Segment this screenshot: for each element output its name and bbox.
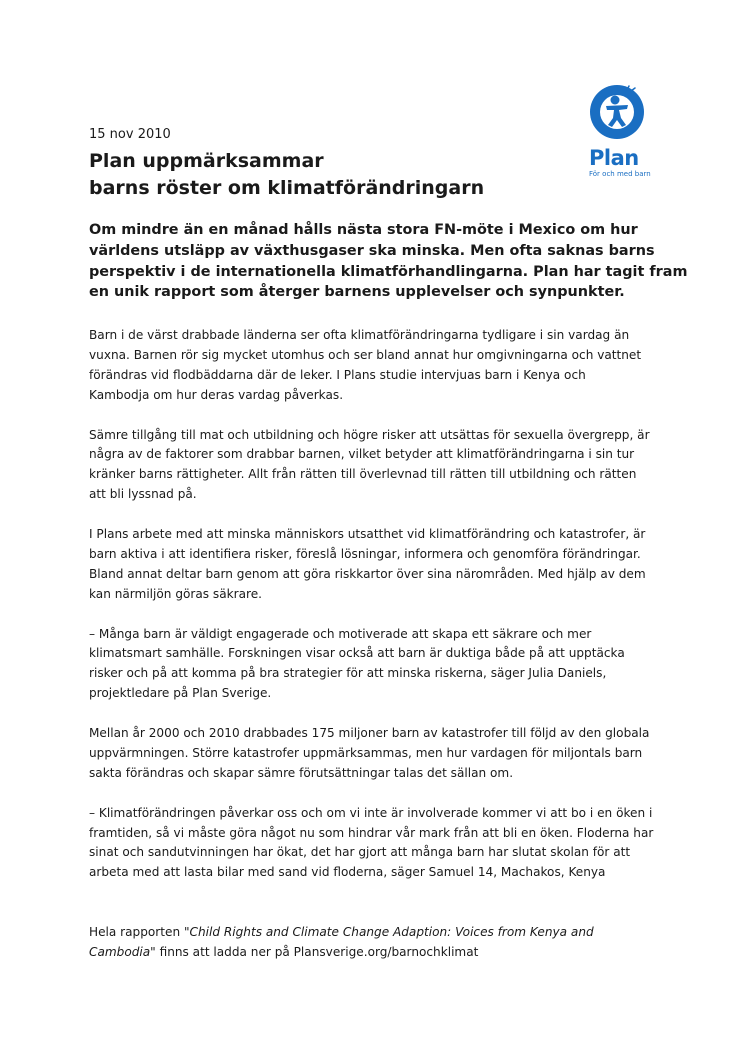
- body-line: framtiden, så vi måste göra något nu som hindrar vår mark från att bli en öken. Floderna har: [89, 825, 654, 840]
- body-line: sinat och sandutvinningen har ökat, det har gjort att många barn har slutat skolan för att: [89, 845, 631, 860]
- body-line: projektledare på Plan Sverige.: [89, 686, 272, 701]
- body-line: att bli lyssnad på.: [89, 487, 197, 502]
- lead-line: en unik rapport som återger barnens upplevelser och synpunkter.: [89, 284, 625, 301]
- body-line: kränker barns rättigheter. Allt från rätten till överlevnad till rätten till utbildning och rätten: [89, 467, 637, 482]
- closing-line-2: [89, 943, 669, 963]
- body-line: några av de faktorer som drabbar barnen, vilket betyder att klimatförändringarna i sin tur: [89, 447, 635, 462]
- body-line: Bland annat deltar barn genom att göra riskkartor över sina närområden. Med hjälp av dem: [89, 566, 646, 581]
- lead-line: perspektiv i de internationella klimatförhandlingarna. Plan har tagit fram: [89, 263, 688, 280]
- body-paragraph-6-quote: [89, 804, 669, 884]
- body-line: sakta förändras och skapar sämre förutsättningar talas det sällan om.: [89, 765, 514, 780]
- body-line: kan närmiljön göras säkrare.: [89, 586, 263, 601]
- body-paragraph-1: [89, 326, 669, 406]
- child-figure-icon: [584, 84, 650, 146]
- body-line: risker och på att komma på bra strategier för att minska riskerna, säger Julia Daniels,: [89, 666, 607, 681]
- lead-line: Om mindre än en månad hålls nästa stora FN-möte i Mexico om hur: [89, 222, 638, 238]
- body-line: Sämre tillgång till mat och utbildning och högre risker att utsättas för sexuella övergrepp, är: [89, 427, 650, 442]
- logo-tagline: För och med barn: [589, 170, 651, 178]
- title-line: Plan uppmärksammar: [89, 150, 324, 172]
- body-line: – Klimatförändringen påverkar oss och om vi inte är involverade kommer vi att bo i en öken i: [89, 805, 653, 820]
- closing-paragraph: [89, 923, 669, 963]
- lead-paragraph: [89, 220, 688, 303]
- body-line: Barn i de värst drabbade länderna ser ofta klimatförändringarna tydligare i sin vardag än: [89, 328, 630, 342]
- body-line: förändras vid flodbäddarna där de leker. I Plans studie intervjuas barn i Kenya och: [89, 367, 586, 382]
- closing-text: finns att ladda ner på Plansverige.org/barnochklimat: [155, 945, 479, 959]
- body-paragraph-5: [89, 724, 669, 784]
- body-line: barn aktiva i att identifiera risker, föreslå lösningar, informera och genomföra förändringar.: [89, 546, 641, 561]
- body-line: – Många barn är väldigt engagerade och motiverade att skapa ett säkrare och mer: [89, 626, 592, 641]
- title-line: barns röster om klimatförändringarn: [89, 177, 485, 199]
- body-line: Mellan år 2000 och 2010 drabbades 175 miljoner barn av katastrofer till följd av den globala: [89, 726, 650, 741]
- body-line: vuxna. Barnen rör sig mycket utomhus och ser bland annat hur omgivningarna och vattnet: [89, 347, 642, 362]
- report-title-part-1: Child Rights and Climate Change Adaption: Voices from Kenya and: [189, 925, 594, 940]
- body-line: uppvärmningen. Större katastrofer uppmärksammas, men hur vardagen för miljontals barn: [89, 745, 643, 760]
- lead-line: världens utsläpp av växthusgaser ska minska. Men ofta saknas barns: [89, 242, 655, 259]
- closing-text: Hela rapporten ": [89, 925, 190, 940]
- page-title: [89, 148, 484, 202]
- body-line: klimatsmart samhälle. Forskningen visar också att barn är duktiga både på att upptäcka: [89, 646, 625, 661]
- logo-wordmark: Plan: [589, 146, 639, 170]
- report-title-part-2: Cambodia": [89, 945, 156, 959]
- body-paragraph-4-quote: [89, 625, 669, 705]
- article-body: [89, 326, 669, 983]
- body-line: I Plans arbete med att minska människors utsatthet vid klimatförändring och katastrofer, är: [89, 527, 646, 542]
- closing-line-1: [89, 923, 669, 943]
- body-line: arbeta med att lasta bilar med sand vid floderna, säger Samuel 14, Machakos, Kenya: [89, 865, 606, 880]
- body-paragraph-2: [89, 426, 669, 506]
- body-paragraph-3: [89, 525, 669, 605]
- press-release-date: 15 nov 2010: [89, 127, 171, 142]
- body-line: Kambodja om hur deras vardag påverkas.: [89, 387, 344, 402]
